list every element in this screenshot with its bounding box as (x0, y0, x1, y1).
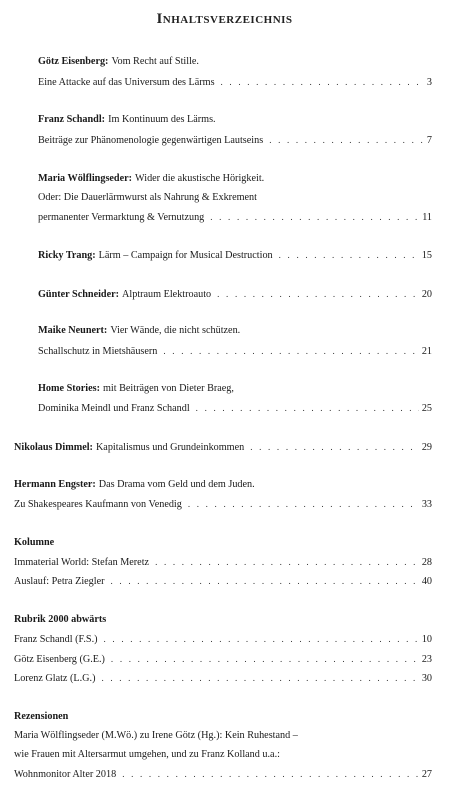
toc-entry-dimmel[interactable] (14, 438, 432, 456)
kolumne-item[interactable] (14, 572, 432, 590)
entry-subtitle: Eine Attacke auf das Universum des Lärms (38, 77, 215, 88)
section-heading-kolumne: Kolumne (14, 537, 55, 548)
item-page-number: 28 (421, 557, 432, 568)
entry-title: Lärm – Campaign for Musical Destruction (98, 250, 273, 261)
entry-author: Maike Neunert: (38, 325, 108, 336)
entry-author: Maria Wölflingseder: (38, 173, 133, 184)
item-page-number: 30 (421, 673, 432, 684)
toc-entry-woelflingseder[interactable] (38, 170, 432, 188)
item-text: Auslauf: Petra Ziegler (14, 576, 105, 587)
rubrik-item[interactable] (14, 669, 432, 687)
leader-dots (101, 669, 418, 687)
kolumne-item[interactable] (14, 553, 432, 571)
leader-dots (188, 495, 419, 513)
entry-page-number: 11 (422, 212, 432, 223)
entry-title: Kapitalismus und Grundeinkommen (95, 442, 245, 453)
toc-entry-engster[interactable] (14, 476, 432, 494)
toc-entry-home-stories[interactable] (38, 380, 432, 398)
entry-author: Günter Schneider: (38, 289, 120, 300)
entry-page-number: 21 (421, 346, 432, 357)
entry-subtitle: Oder: Die Dauerlärmwurst als Nahrung & Exkrement (38, 192, 257, 203)
toc-entry-trang[interactable] (38, 246, 432, 264)
entry-author: Nikolaus Dimmel: (14, 442, 93, 453)
section-heading-rubrik: Rubrik 2000 abwärts (14, 614, 107, 625)
leader-dots (196, 399, 419, 417)
rezension-text: wie Frauen mit Altersarmut umgehen, und zu Franz Kolland u.a.: (14, 749, 280, 760)
entry-subtitle: Zu Shakespeares Kaufmann von Venedig (14, 499, 182, 510)
entry-title: Im Kontinuum des Lärms. (108, 114, 216, 125)
item-text: Immaterial World: Stefan Meretz (14, 557, 150, 568)
leader-dots (210, 208, 419, 226)
entry-subtitle: Schallschutz in Mietshäusern (38, 346, 158, 357)
entry-subtitle: Dominika Meindl und Franz Schandl (38, 403, 190, 414)
entry-page-number: 29 (421, 442, 432, 453)
entry-page-number: 33 (421, 499, 432, 510)
rezension-line[interactable] (14, 727, 432, 745)
entry-page-number: 15 (421, 250, 432, 261)
entry-author: Franz Schandl: (38, 114, 106, 125)
toc-entry-schandl[interactable] (38, 111, 432, 129)
entry-title: Wider die akustische Hörigkeit. (135, 173, 265, 184)
entry-title: Das Drama vom Geld und dem Juden. (98, 479, 255, 490)
item-text: Lorenz Glatz (L.G.) (14, 673, 96, 684)
leader-dots (104, 630, 419, 648)
entry-page-number: 20 (421, 289, 432, 300)
entry-author: Home Stories: (38, 383, 100, 394)
entry-author: Ricky Trang: (38, 250, 96, 261)
entry-title: mit Beiträgen von Dieter Braeg, (102, 383, 234, 394)
leader-dots (111, 572, 419, 590)
rezension-text: Wohnmonitor Alter 2018 (14, 769, 117, 780)
item-page-number: 10 (421, 634, 432, 645)
section-heading-rezensionen: Rezensionen (14, 711, 69, 722)
item-text: Franz Schandl (F.S.) (14, 634, 98, 645)
item-page-number: 40 (421, 576, 432, 587)
toc-entry-eisenberg[interactable] (38, 53, 432, 71)
leader-dots (122, 765, 419, 783)
leader-dots (250, 438, 419, 456)
toc-entry-neunert[interactable] (38, 322, 432, 340)
rezension-page-number: 27 (421, 769, 432, 780)
toc-title: Inhaltsverzeichnis (156, 11, 293, 27)
rezension-text: Maria Wölflingseder (M.Wö.) zu Irene Götz (Hg.): Kein Ruhestand – (14, 730, 298, 741)
entry-page-number: 25 (421, 403, 432, 414)
entry-author: Hermann Engster: (14, 479, 96, 490)
leader-dots (111, 650, 419, 668)
item-text: Götz Eisenberg (G.E.) (14, 654, 105, 665)
entry-page-number: 3 (426, 77, 432, 88)
leader-dots (155, 553, 419, 571)
toc-entry-schneider[interactable] (38, 285, 432, 303)
rubrik-item[interactable] (14, 630, 432, 648)
entry-subtitle: Beiträge zur Phänomenologie gegenwärtigen Lautseins (38, 135, 264, 146)
rezension-line (14, 765, 432, 783)
entry-subtitle-2: permanenter Vermarktung & Vernutzung (38, 212, 205, 223)
leader-dots (217, 285, 419, 303)
leader-dots (269, 131, 424, 149)
entry-page-number: 7 (426, 135, 432, 146)
rubrik-item[interactable] (14, 650, 432, 668)
leader-dots (221, 73, 424, 91)
rezension-line (14, 746, 432, 764)
leader-dots (279, 246, 419, 264)
entry-title: Vom Recht auf Stille. (111, 56, 199, 67)
entry-title: Vier Wände, die nicht schützen. (110, 325, 241, 336)
entry-author: Götz Eisenberg: (38, 56, 109, 67)
item-page-number: 23 (421, 654, 432, 665)
leader-dots (163, 342, 418, 360)
entry-title: Alptraum Elektroauto (122, 289, 212, 300)
